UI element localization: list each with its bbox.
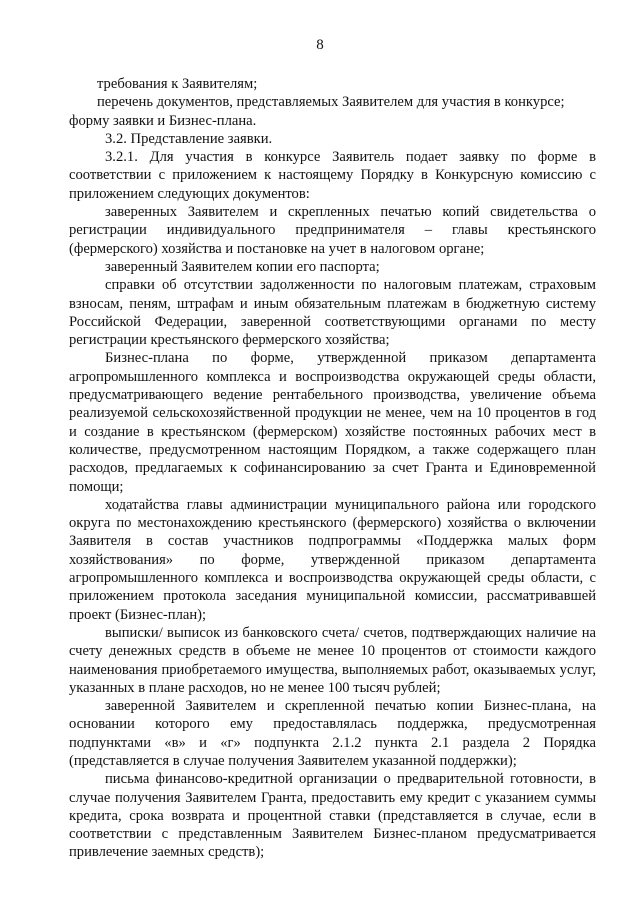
paragraph-requirements: требования к Заявителям;: [97, 76, 258, 92]
page-number: 8: [316, 37, 324, 53]
list-item-registration-copies: заверенных Заявителем и скрепленных печатью копий свидетельства о регистрации индивидуального предпринимателя – главы крестьянского (фермерского) хозяйства и постановке на учет в налоговом органе;: [69, 204, 596, 257]
section-heading-3-2: 3.2. Представление заявки.: [105, 130, 273, 147]
list-item-no-debt-certificate: справки об отсутствии задолженности по налоговым платежам, страховым взносам, пеням, штрафам и иным обязательным платежам в бюджетную систему Российской Федерации, заверенной соответствующими органами по месту регистрации крестьянского фермерского хозяйства;: [69, 277, 596, 349]
list-item-business-plan: Бизнес-плана по форме, утвержденной приказом департамента агропромышленного комплекса и воспроизводства окружающей среды области, предусматривающего ведение рентабельного производства, увеличение объема реализуемой сельскохозяйственной продукции не менее, чем на 10 процентов в год и создание в крестьянском (фермерском) хозяйстве постоянных рабочих мест в количестве, предусмотренном настоящим Порядком, а также содержащего план расходов, предлагаемых к софинансированию за счет Гранта и Единовременной помощи;: [69, 350, 596, 495]
list-item-passport-copy: заверенный Заявителем копии его паспорта;: [105, 258, 380, 275]
list-item-bank-statement: выписки/ выписок из банковского счета/ счетов, подтверждающих наличие на счету денежных средств в объеме не менее 10 процентов от стоимости каждого наименования приобретаемого имущества, выполняемых работ, оказываемых услуг, указанных в плане расходов, но не менее 100 тысяч рублей;: [69, 624, 596, 696]
paragraph-document-list: перечень документов, представляемых Заявителем для участия в конкурсе;: [97, 94, 565, 111]
list-item-prior-business-plan: заверенной Заявителем и скрепленной печатью копии Бизнес-плана, на основании которого ему предоставлялась поддержка, предусмотренная подпунктами «в» и «г» подпункта 2.1.2 пункта 2.1 раздела 2 Порядка (представляется в случае получения Заявителем указанной поддержки);: [69, 698, 596, 769]
paragraph-application-form: форму заявки и Бизнес-плана.: [69, 112, 257, 129]
document-body: [69, 75, 596, 862]
paragraph-3-2-1: 3.2.1. Для участия в конкурсе Заявитель подает заявку по форме в соответствии с приложением к настоящему Порядку в Конкурсную комиссию с приложением следующих документов:: [69, 149, 596, 202]
list-item-credit-letter: письма финансово-кредитной организации о предварительной готовности, в случае получения Заявителем Гранта, предоставить ему кредит с указанием суммы кредита, срока возврата и процентной ставки (представляется в случае, если в соответствии с представленным Заявителем Бизнес-планом предусматривается привлечение заемных средств);: [69, 771, 596, 861]
list-item-petition: ходатайства главы администрации муниципального района или городского округа по местонахождению крестьянского (фермерского) хозяйства о включении Заявителя в состав участников подпрограммы «Поддержка малых форм хозяйствования» по форме, утвержденной приказом департамента агропромышленного комплекса и воспроизводства окружающей среды области, с приложением протокола заседания муниципальной комиссии, рассматривавшей проект (Бизнес-план);: [69, 496, 596, 623]
